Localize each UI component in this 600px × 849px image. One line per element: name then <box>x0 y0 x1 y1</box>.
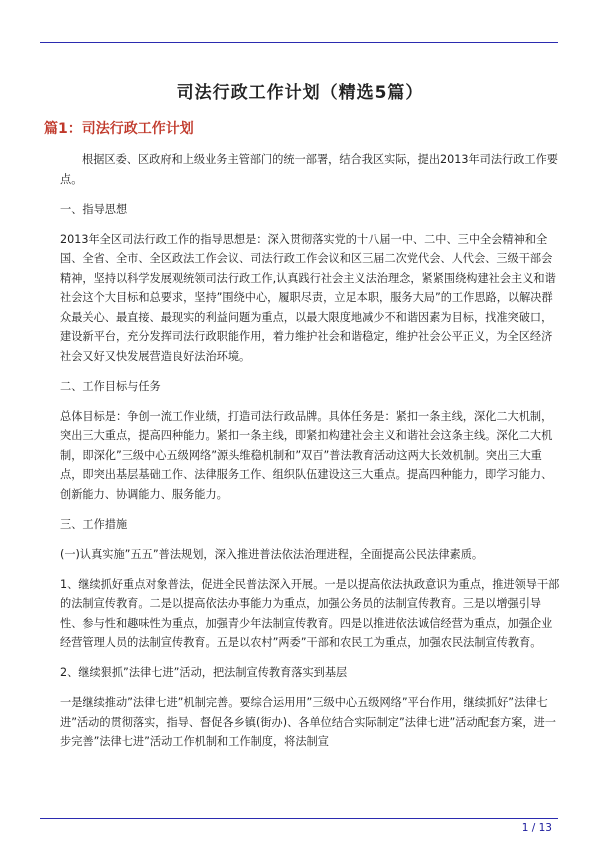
header-rule <box>40 42 558 43</box>
paragraph-measure-1-2: 2、继续狠抓”法律七进”活动，把法制宣传教育落实到基层 <box>60 666 348 679</box>
heading-guiding-thought: 一、指导思想 <box>60 202 128 216</box>
paragraph-measure-1: (一)认真实施”五五”普法规划，深入推进普法依法治理进程，全面提高公民法律素质。 <box>60 547 484 561</box>
document-title: 司法行政工作计划（精选5篇） <box>176 83 424 103</box>
paragraph-intro: 根据区委、区政府和上级业务主管部门的统一部署，结合我区实际，提出2013年司法行政工作要点。 <box>60 153 558 186</box>
page-number: 1 / 13 <box>521 822 552 834</box>
paragraph-measure-1-2-a: 一是继续推动”法律七进”机制完善。要综合运用用”三级中心五级网络”平台作用，继续抓好”法律七进”活动的贯彻落实，指导、督促各乡镇(街办)、各单位结合实际制定”法律七进”活动配套方案，进一步完善”法律七进”活动工作机制和工作制度，将法制宣 <box>60 696 556 748</box>
document-body <box>60 150 560 762</box>
section-heading: 篇1：司法行政工作计划 <box>44 121 194 137</box>
paragraph-goals-tasks: 总体目标是：争创一流工作业绩，打造司法行政品牌。具体任务是：紧扣一条主线，深化二大机制，突出三大重点，提高四种能力。紧扣一条主线，即紧扣构建社会主义和谐社会这条主线。深化二大机制，即深化”三级中心五级网络”源头维稳机制和”双百”普法教育活动这两大长效机制。突出三大重点，即突出基层基础工作、法律服务工作、组织队伍建设这三大重点。提高四种能力，即学习能力、创新能力、协调能力、服务能力。 <box>60 409 553 501</box>
paragraph-guiding-thought: 2013年全区司法行政工作的指导思想是：深入贯彻落实党的十八届一中、二中、三中全会精神和全国、全省、全市、全区政法工作会议、司法行政工作会议和区三届二次党代会、人代会、三级干部会精神，坚持以科学发展观统领司法行政工作,认真践行社会主义法治理念，紧紧围绕构建社会主义和谐社会这个大目标和总要求，坚持”围绕中心，履职尽责，立足本职，服务大局”的工作思路，以解决群众最关心、最直接、最现实的利益问题为重点，以最大限度地减少不和谐因素为目标，找准突破口，建设新平台，充分发挥司法行政职能作用，着力维护社会和谐稳定，维护社会公平正义，为全区经济社会又好又快发展营造良好法治环境。 <box>60 232 556 363</box>
heading-measures: 三、工作措施 <box>60 517 128 531</box>
heading-goals-tasks: 二、工作目标与任务 <box>60 379 161 393</box>
paragraph-measure-1-1: 1、继续抓好重点对象普法，促进全民普法深入开展。一是以提高依法执政意识为重点，推进领导干部的法制宣传教育。二是以提高依法办事能力为重点，加强公务员的法制宣传教育。三是以增强引导性、参与性和趣味性为重点，加强青少年法制宣传教育。四是以推进依法诚信经营为重点，加强企业经营管理人员的法制宣传教育。五是以农村”两委”干部和农民工为重点，加强农民法制宣传教育。 <box>60 577 560 649</box>
footer-rule <box>40 818 558 819</box>
